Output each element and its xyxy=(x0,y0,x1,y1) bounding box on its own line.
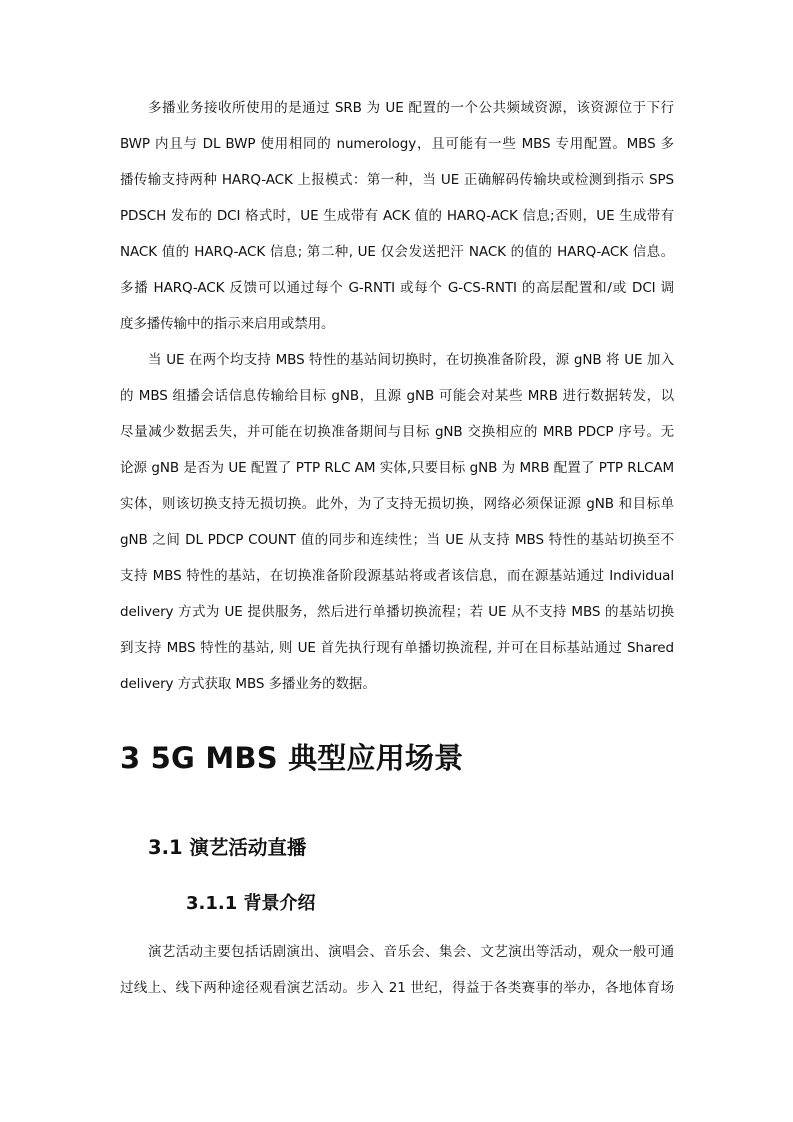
paragraph-line: 多播业务接收所使用的是通过 SRB 为 UE 配置的一个公共频域资源，该资源位于下行 xyxy=(148,100,674,116)
paragraph-line: 演艺活动主要包括话剧演出、演唱会、音乐会、集会、文艺演出等活动，观众一般可通 xyxy=(148,944,674,960)
paragraph-line: 多播 HARQ-ACK 反馈可以通过每个 G-RNTI 或每个 G-CS-RNTI 的高层配置和/或 DCI 调 xyxy=(120,280,674,296)
paragraph-line: gNB 之间 DL PDCP COUNT 值的同步和连续性；当 UE 从支持 MBS 特性的基站切换至不 xyxy=(120,532,674,548)
paragraph-line: BWP 内且与 DL BWP 使用相同的 numerology，且可能有一些 MBS 专用配置。MBS 多 xyxy=(120,136,674,152)
paragraph-line: 度多播传输中的指示来启用或禁用。 xyxy=(120,316,335,332)
paragraph-line: 论源 gNB 是否为 UE 配置了 PTP RLC AM 实体,只要目标 gNB 为 MRB 配置了 PTP RLCAM xyxy=(120,460,674,476)
paragraph-line: 尽量减少数据丢失，并可能在切换准备期间与目标 gNB 交换相应的 MRB PDCP 序号。无 xyxy=(120,424,674,440)
paragraph-line: 支持 MBS 特性的基站，在切换准备阶段源基站将或者该信息，而在源基站通过 Individual xyxy=(120,568,674,584)
paragraph-line: 到支持 MBS 特性的基站, 则 UE 首先执行现有单播切换流程, 并可在目标基站通过 Shared xyxy=(120,640,674,656)
paragraph-line: 播传输支持两种 HARQ-ACK 上报模式：第一种，当 UE 正确解码传输块或检测到指示 SPS xyxy=(120,172,674,188)
subsection-heading: 3.1.1 背景介绍 xyxy=(186,893,316,914)
chapter-heading: 3 5G MBS 典型应用场景 xyxy=(120,741,464,775)
paragraph-line: delivery 方式为 UE 提供服务，然后进行单播切换流程；若 UE 从不支持 MBS 的基站切换 xyxy=(120,604,674,620)
paragraph-line: 实体，则该切换支持无损切换。此外，为了支持无损切换，网络必须保证源 gNB 和目标单 xyxy=(120,496,674,512)
paragraph-line: 当 UE 在两个均支持 MBS 特性的基站间切换时，在切换准备阶段，源 gNB 将 UE 加入 xyxy=(148,352,674,368)
paragraph-line: 过线上、线下两种途径观看演艺活动。步入 21 世纪，得益于各类赛事的举办，各地体育场 xyxy=(120,980,674,996)
paragraph-line: delivery 方式获取 MBS 多播业务的数据。 xyxy=(120,676,376,692)
paragraph-line: PDSCH 发布的 DCI 格式时，UE 生成带有 ACK 值的 HARQ-ACK 信息;否则，UE 生成带有 xyxy=(120,208,674,224)
paragraph-line: NACK 值的 HARQ-ACK 信息; 第二种, UE 仅会发送把汗 NACK 的值的 HARQ-ACK 信息。 xyxy=(120,244,674,260)
section-heading: 3.1 演艺活动直播 xyxy=(148,836,307,859)
paragraph-line: 的 MBS 组播会话信息传输给目标 gNB，且源 gNB 可能会对某些 MRB 进行数据转发，以 xyxy=(120,388,674,404)
